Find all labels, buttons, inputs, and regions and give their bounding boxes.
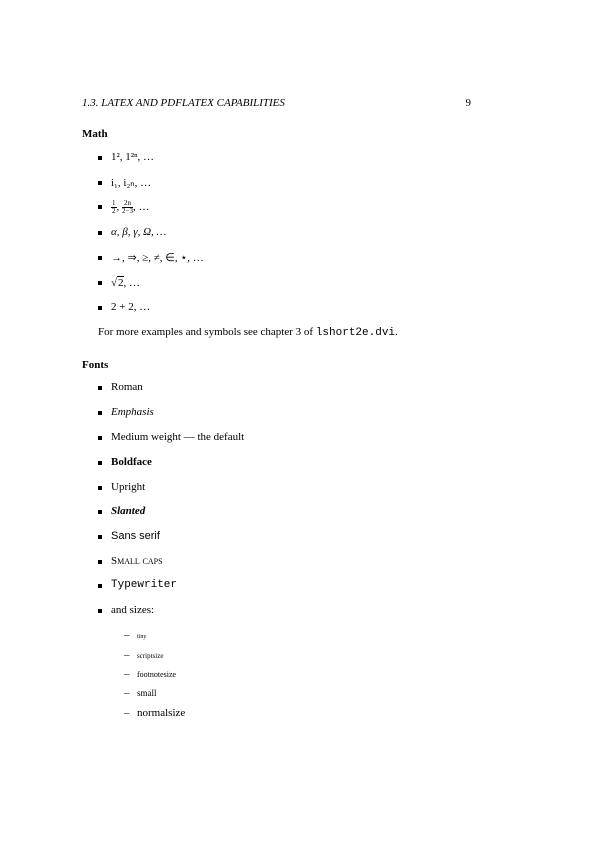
size-item: – footnotesize <box>124 668 177 680</box>
math-sqrt: √2, … <box>111 277 141 289</box>
font-emphasis: Emphasis <box>111 406 154 418</box>
bullet-icon <box>98 231 102 235</box>
font-sizes-label: and sizes: <box>111 604 155 616</box>
bullet-icon <box>98 386 102 390</box>
fonts-heading: Fonts <box>82 359 109 371</box>
size-item: – scriptsize <box>124 649 164 661</box>
size-tiny: tiny <box>137 634 147 640</box>
font-boldface: Boldface <box>111 456 152 468</box>
font-medium: Medium weight — the default <box>111 431 245 443</box>
bullet-icon <box>98 411 102 415</box>
running-header <box>82 97 471 111</box>
bullet-icon <box>98 156 102 160</box>
math-greek: α, β, γ, Ω, … <box>111 226 167 238</box>
size-item: – small <box>124 687 157 699</box>
math-subscripts: i₁, i₂ₙ, … <box>111 177 152 189</box>
bullet-icon <box>98 256 102 260</box>
bullet-icon <box>98 306 102 310</box>
filename: lshort2e.dvi <box>315 327 396 339</box>
size-normalsize: normalsize <box>137 707 186 719</box>
bullet-icon <box>98 461 102 465</box>
bullet-icon <box>98 560 102 564</box>
size-scriptsize: scriptsize <box>137 652 164 660</box>
math-fractions: $\frac{1}{2}$ , $\frac{2n}{2-3}$ , … <box>112 199 150 215</box>
math-powers: 1², 1²ⁿ, … <box>111 151 155 163</box>
bullet-icon <box>98 510 102 514</box>
fraction: $\frac{1}{2}$ <box>112 199 116 215</box>
math-heading: Math <box>82 128 108 140</box>
bullet-icon <box>98 436 102 440</box>
font-roman: Roman <box>111 381 143 393</box>
font-sans: Sans serif <box>111 530 160 542</box>
fraction: $\frac{2n}{2-3}$ <box>122 199 133 215</box>
bullet-icon <box>98 205 102 209</box>
font-slanted: Slanted <box>111 505 146 517</box>
size-small: small <box>137 688 157 698</box>
bullet-icon <box>98 281 102 285</box>
bullet-icon <box>98 486 102 490</box>
bullet-icon <box>98 584 102 588</box>
font-typewriter: Typewriter <box>111 579 178 591</box>
font-smallcaps: Small caps <box>111 555 163 567</box>
page-number: 9 <box>465 97 471 109</box>
bullet-icon <box>98 181 102 185</box>
math-note: For more examples and symbols see chapter 3 of lshort2e.dvi. <box>98 326 398 339</box>
bullet-icon <box>98 535 102 539</box>
size-item: – tiny <box>124 629 147 641</box>
size-item: – normalsize <box>124 707 186 719</box>
math-arrows: →, ⇒, ≥, ≠, ∈, ⋆, … <box>111 252 204 264</box>
math-sum: 2 + 2, … <box>111 301 151 313</box>
size-footnotesize: footnotesize <box>137 670 177 679</box>
bullet-icon <box>98 609 102 613</box>
font-upright: Upright <box>111 481 146 493</box>
header-title: 1.3. LATEX AND PDFLATEX CAPABILITIES <box>82 97 285 109</box>
